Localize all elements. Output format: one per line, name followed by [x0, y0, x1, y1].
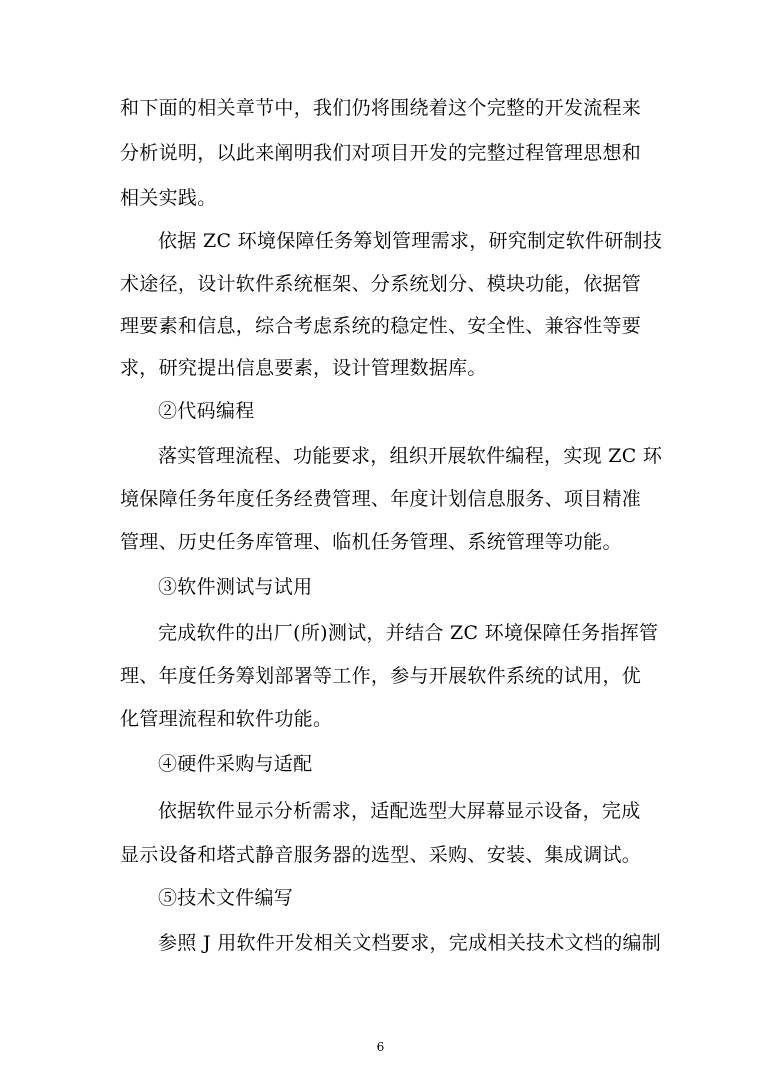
paragraph-line: 管理、历史任务库管理、临机任务管理、系统管理等功能。: [120, 531, 622, 553]
paragraph-line: 落实管理流程、功能要求，组织开展软件编程，实现 ZC 环: [158, 445, 663, 467]
paragraph-line: 完成软件的出厂(所)测试，并结合 ZC 环境保障任务指挥管: [158, 622, 659, 644]
paragraph-line: 求，研究提出信息要素，设计管理数据库。: [120, 357, 487, 379]
paragraph-line: 显示设备和塔式静音服务器的选型、采购、安装、集成调试。: [120, 844, 642, 866]
paragraph-line: 依据软件显示分析需求，适配选型大屏幕显示设备，完成: [158, 800, 641, 822]
paragraph-line: 参照 J 用软件开发相关文档要求，完成相关技术文档的编制: [158, 932, 662, 954]
paragraph-line: 术途径，设计软件系统框架、分系统划分、模块功能，依据管: [120, 273, 642, 295]
paragraph-line: 理要素和信息，综合考虑系统的稳定性、安全性、兼容性等要: [120, 315, 642, 337]
paragraph-line: 境保障任务年度任务经费管理、年度计划信息服务、项目精准: [120, 488, 642, 510]
section-heading: ⑤技术文件编写: [158, 887, 294, 909]
paragraph-line: 依据 ZC 环境保障任务筹划管理需求，研究制定软件研制技: [158, 230, 663, 252]
paragraph-line: 理、年度任务筹划部署等工作，参与开展软件系统的试用，优: [120, 665, 642, 687]
section-heading: ③软件测试与试用: [158, 576, 313, 598]
paragraph-line: 化管理流程和软件功能。: [120, 708, 333, 730]
paragraph-line: 相关实践。: [120, 187, 217, 209]
section-heading: ④硬件采购与适配: [158, 753, 313, 775]
page-number: 6: [376, 1040, 385, 1054]
section-heading: ②代码编程: [158, 400, 255, 422]
paragraph-line: 分析说明，以此来阐明我们对项目开发的完整过程管理思想和: [120, 142, 642, 164]
paragraph-line: 和下面的相关章节中，我们仍将围绕着这个完整的开发流程来: [120, 97, 642, 119]
